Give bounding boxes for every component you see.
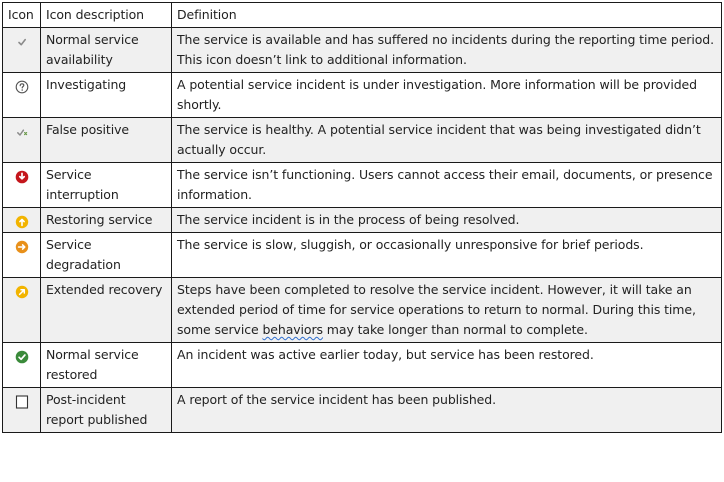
icon-cell <box>3 343 41 388</box>
icon-description: Restoring service <box>41 208 172 233</box>
icon-description: False positive <box>41 118 172 163</box>
icon-description: Investigating <box>41 73 172 118</box>
icon-description: Service interruption <box>41 163 172 208</box>
false-positive-check-icon <box>15 125 29 139</box>
table-row <box>3 28 722 73</box>
definition-text: may take longer than normal to complete. <box>322 322 588 337</box>
extended-recovery-icon <box>15 285 29 299</box>
icon-definition: A report of the service incident has been published. <box>172 388 722 433</box>
table-row <box>3 343 722 388</box>
table-row <box>3 163 722 208</box>
header-icon-description: Icon description <box>41 3 172 28</box>
icon-description: Service degradation <box>41 233 172 278</box>
icon-description: Post-incident report published <box>41 388 172 433</box>
post-incident-report-icon <box>15 395 29 409</box>
icon-cell <box>3 388 41 433</box>
table-row <box>3 388 722 433</box>
table-row <box>3 73 722 118</box>
icon-definition: The service incident is in the process of being resolved. <box>172 208 722 233</box>
icon-description: Extended recovery <box>41 278 172 343</box>
icon-definition: An incident was active earlier today, but service has been restored. <box>172 343 722 388</box>
icon-cell <box>3 73 41 118</box>
table-row <box>3 278 722 343</box>
header-icon: Icon <box>3 3 41 28</box>
table-row <box>3 118 722 163</box>
normal-service-restored-icon <box>15 350 29 364</box>
icon-description: Normal service restored <box>41 343 172 388</box>
icon-definition: A potential service incident is under investigation. More information will be provided shortly. <box>172 73 722 118</box>
icon-cell <box>3 163 41 208</box>
icon-description: Normal service availability <box>41 28 172 73</box>
icon-definition <box>172 278 722 343</box>
service-degradation-icon <box>15 240 29 254</box>
icon-cell <box>3 233 41 278</box>
definition-text: Steps have been completed to resolve the service incident. However, it will take an extended period of time for service operations to return to normal. During this time, some service <box>177 282 696 337</box>
icon-definition: The service is healthy. A potential service incident that was being investigated didn’t actually occur. <box>172 118 722 163</box>
icon-cell <box>3 118 41 163</box>
service-interruption-icon <box>15 170 29 184</box>
table-header-row <box>3 3 722 28</box>
icon-cell <box>3 28 41 73</box>
icon-definition: The service is available and has suffered no incidents during the reporting time period. This icon doesn’t link to additional information. <box>172 28 722 73</box>
restoring-service-icon <box>15 215 29 229</box>
header-definition: Definition <box>172 3 722 28</box>
table-row <box>3 233 722 278</box>
icon-cell <box>3 278 41 343</box>
icon-definition: The service is slow, sluggish, or occasionally unresponsive for brief periods. <box>172 233 722 278</box>
spellcheck-word: behaviors <box>262 322 323 337</box>
icon-definition: The service isn’t functioning. Users cannot access their email, documents, or presence information. <box>172 163 722 208</box>
table-row <box>3 208 722 233</box>
service-status-icon-table <box>2 2 722 433</box>
question-circle-icon <box>15 80 29 94</box>
icon-cell <box>3 208 41 233</box>
checkmark-icon <box>15 35 29 49</box>
